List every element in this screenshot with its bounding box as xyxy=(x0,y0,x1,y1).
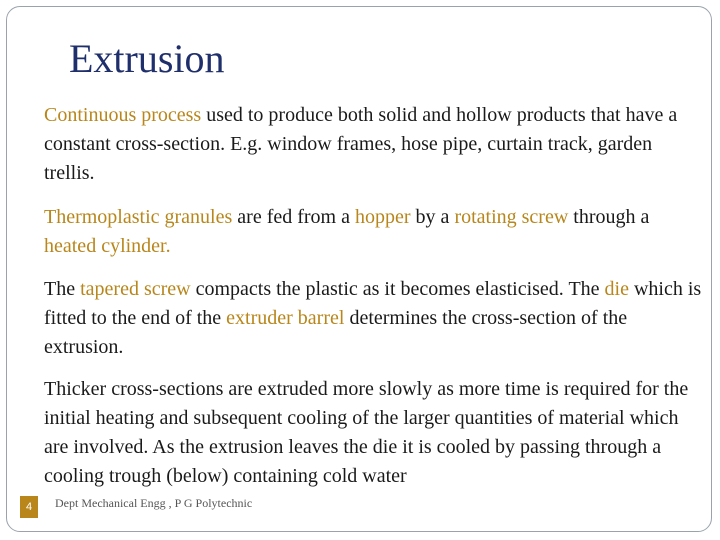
slide-title: Extrusion xyxy=(69,36,225,81)
paragraph-tapered-screw xyxy=(44,275,704,362)
paragraph-thermoplastic-granules xyxy=(44,203,704,261)
text-segment: through a xyxy=(568,206,650,228)
highlight-tapered-screw: tapered screw xyxy=(80,278,191,300)
highlight-rotating-screw: rotating screw xyxy=(454,206,569,228)
highlight-extruder-barrel: extruder barrel xyxy=(226,307,345,329)
highlight-heated-cylinder: heated cylinder. xyxy=(44,235,171,257)
page-number-badge: 4 xyxy=(20,496,38,518)
text-segment: are fed from a xyxy=(232,206,355,228)
text-segment: determines the cross-section of the extrusion. xyxy=(44,307,628,358)
highlight-thermoplastic-granules: Thermoplastic granules xyxy=(44,206,233,228)
slide-footer: Dept Mechanical Engg , P G Polytechnic xyxy=(55,496,253,510)
text-segment: compacts the plastic as it becomes elasticised. The xyxy=(190,278,605,300)
highlight-continuous-process: Continuous process xyxy=(44,104,202,126)
highlight-die: die xyxy=(604,278,629,300)
text-segment: which is fitted to the end of the xyxy=(44,278,702,329)
paragraph-continuous-process xyxy=(44,101,704,188)
highlight-hopper: hopper xyxy=(355,206,411,228)
text-segment: Thicker cross-sections are extruded more slowly as more time is required for the initial heating and subsequent cooling of the larger quantities of material which are involved. As the extrusion leaves the die it is cooled by passing through a cooling trough (below) containing cold water xyxy=(44,378,689,487)
text-segment: by a xyxy=(410,206,455,228)
text-segment: used to produce both solid and hollow products that have a constant cross-section. E.g. window frames, hose pipe, curtain track, garden trellis. xyxy=(44,104,678,184)
slide-frame xyxy=(6,6,712,532)
paragraph-thicker-cross-sections xyxy=(44,375,704,491)
text-segment: The xyxy=(44,278,81,300)
